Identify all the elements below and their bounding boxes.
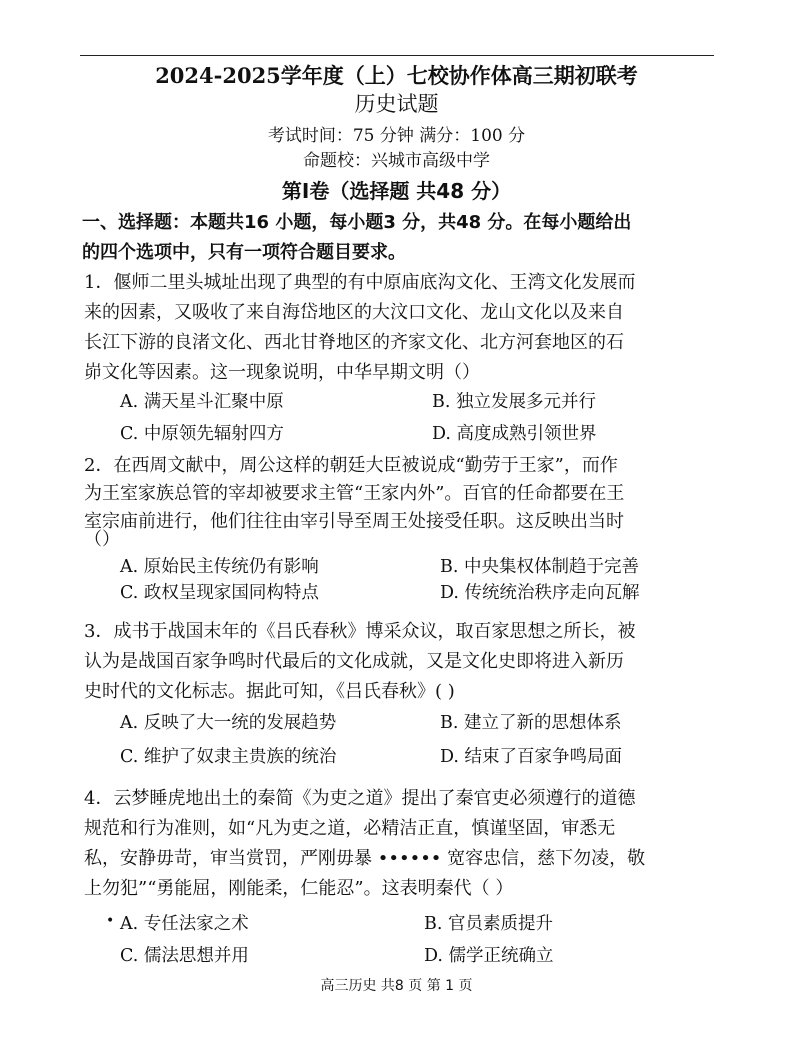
school-info: 命题校：兴城市高级中学 (303, 151, 490, 171)
question-3-option-c[interactable]: C. 维护了奴隶主贵族的统治 (120, 747, 337, 767)
question-2-line-2: 为王室家族总管的宰却被要求主管“王家内外”。百官的任命都要在王 (84, 483, 625, 504)
section-instruction-line2: 的四个选项中，只有一项符合题目要求。 (82, 242, 406, 263)
header-rule (80, 55, 714, 56)
exam-title: 2024-2025学年度（上）七校协作体高三期初联考 (155, 63, 638, 88)
question-1-option-c[interactable]: C. 中原领先辐射四方 (120, 424, 284, 444)
question-1-line-1: 1．偃师二里头城址出现了典型的有中原庙底沟文化、王湾文化发展而 (84, 272, 636, 293)
question-2-line-1: 2．在西周文献中，周公这样的朝廷大臣被说成“勤劳于王家”，而作 (84, 455, 618, 476)
question-1-line-3: 长江下游的良渚文化、西北甘脊地区的齐家文化、北方河套地区的石 (84, 332, 624, 353)
question-2-line-4: （） (84, 529, 120, 550)
question-4-option-a[interactable]: A. 专任法家之术 (120, 914, 249, 934)
question-2-option-c[interactable]: C. 政权呈现家国同构特点 (120, 583, 319, 603)
question-4-option-b[interactable]: B. 官员素质提升 (424, 914, 553, 934)
question-4-option-c[interactable]: C. 儒法思想并用 (120, 946, 249, 966)
question-1-option-a[interactable]: A. 满天星斗汇聚中原 (120, 392, 284, 412)
part-title: 第Ⅰ卷（选择题 共48 分） (281, 179, 512, 203)
question-4-option-d[interactable]: D. 儒学正统确立 (424, 946, 554, 966)
subject-title: 历史试题 (354, 92, 439, 116)
exam-info: 考试时间：75 分钟 满分：100 分 (267, 126, 526, 146)
question-3-option-d[interactable]: D. 结束了百家争鸣局面 (440, 747, 623, 767)
question-3-option-a[interactable]: A. 反映了大一统的发展趋势 (120, 713, 337, 733)
question-1-option-d[interactable]: D. 高度成熟引领世界 (432, 424, 597, 444)
section-instruction-line1: 一、选择题：本题共16 小题，每小题3 分，共48 分。在每小题给出 (82, 212, 632, 233)
question-1-option-b[interactable]: B. 独立发展多元并行 (432, 392, 596, 412)
question-2-line-3: 室宗庙前进行，他们往往由宰引导至周王处接受任职。这反映出当时 (84, 511, 624, 532)
question-3-line-2: 认为是战国百家争鸣时代最后的文化成就，又是文化史即将进入新历 (84, 651, 624, 672)
question-3-line-1: 3．成书于战国末年的《吕氏春秋》博采众议，取百家思想之所长，被 (84, 621, 636, 642)
question-2-option-d[interactable]: D. 传统统治秩序走向瓦解 (440, 583, 640, 603)
question-1-line-2: 来的因素，又吸收了来自海岱地区的大汶口文化、龙山文化以及来自 (84, 302, 624, 323)
question-4-line-3: 私，安静毋苛，审当赏罚，严刚毋暴 •••••• 宽容忠信，慈下勿凌，敬 (84, 848, 646, 869)
question-4-line-2: 规范和行为准则，如“凡为吏之道，必精洁正直，慎谨坚固，审悉无 (84, 818, 616, 839)
question-4-line-1: 4．云梦睡虎地出土的秦简《为吏之道》提出了秦官吏必须遵行的道德 (84, 788, 636, 809)
bullet-dot-icon: • (106, 913, 115, 929)
question-3-option-b[interactable]: B. 建立了新的思想体系 (440, 713, 622, 733)
question-1-line-4: 峁文化等因素。这一现象说明，中华早期文明（） (84, 362, 480, 383)
question-2-option-a[interactable]: A. 原始民主传统仍有影响 (120, 557, 319, 577)
question-4-line-4: 上勿犯”“勇能屈，刚能柔，仁能忍”。这表明秦代（ ） (84, 878, 514, 899)
question-3-line-3: 史时代的文化标志。据此可知，《吕氏春秋》( ) (84, 681, 455, 702)
question-2-option-b[interactable]: B. 中央集权体制趋于完善 (440, 557, 639, 577)
page-footer: 高三历史 共8 页 第 1 页 (320, 978, 473, 994)
